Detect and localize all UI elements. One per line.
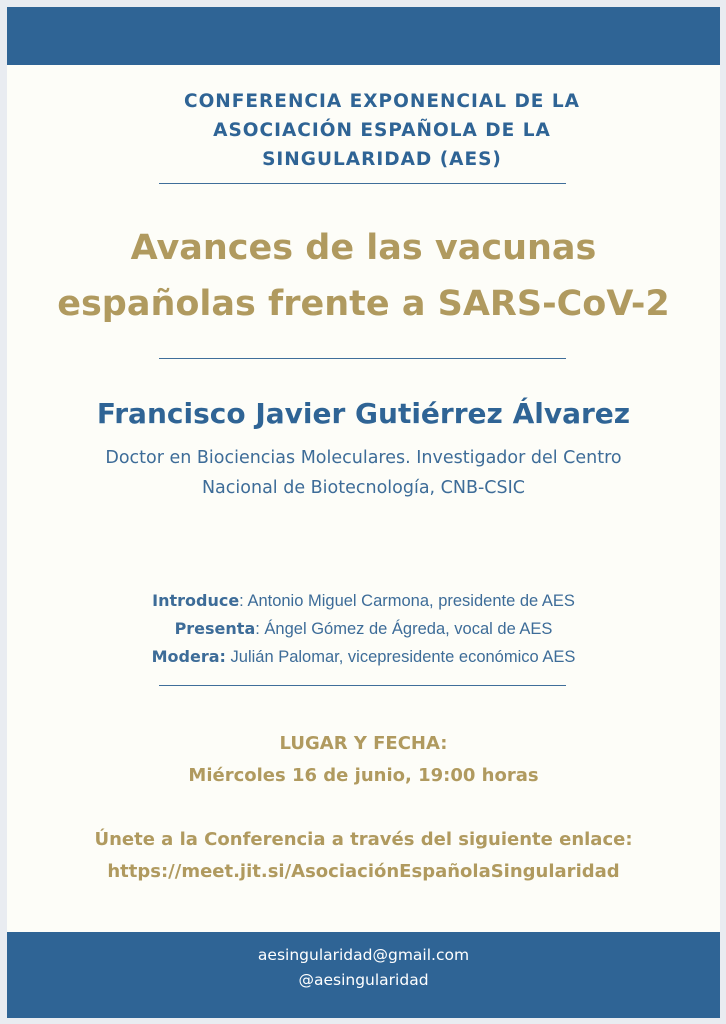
credit-person: Ángel Gómez de Ágreda, vocal de AES bbox=[264, 620, 553, 638]
join-instructions: Únete a la Conferencia a través del siguiente enlace: bbox=[94, 829, 633, 850]
credit-presenta bbox=[7, 615, 720, 643]
speaker-description bbox=[27, 443, 700, 503]
organization-line: CONFERENCIA EXPONENCIAL DE LA bbox=[184, 91, 580, 112]
divider bbox=[159, 358, 566, 359]
credit-person: Julián Palomar, vicepresidente económico AES bbox=[230, 648, 576, 666]
event-date-time: Miércoles 16 de junio, 19:00 horas bbox=[188, 765, 539, 786]
footer-social-handle[interactable]: @aesingularidad bbox=[298, 971, 429, 989]
credit-separator: : bbox=[255, 620, 265, 638]
talk-title-line: españolas frente a SARS-CoV-2 bbox=[57, 284, 670, 324]
organization-heading bbox=[147, 87, 617, 174]
credit-separator: : bbox=[239, 592, 248, 610]
flyer bbox=[7, 7, 720, 1018]
talk-title bbox=[7, 220, 720, 332]
divider bbox=[159, 685, 566, 686]
divider bbox=[159, 183, 566, 184]
organization-line: ASOCIACIÓN ESPAÑOLA DE LA bbox=[213, 120, 551, 141]
join-link[interactable]: https://meet.jit.si/AsociaciónEspañolaSingularidad bbox=[107, 861, 620, 882]
organization-line: SINGULARIDAD (AES) bbox=[262, 149, 502, 170]
credit-modera bbox=[7, 643, 720, 671]
speaker-description-line: Nacional de Biotecnología, CNB-CSIC bbox=[201, 478, 526, 498]
credit-role: Presenta bbox=[174, 619, 256, 638]
top-color-bar bbox=[7, 7, 720, 65]
speaker-description-line: Doctor en Biociencias Moleculares. Investigador del Centro bbox=[105, 448, 622, 468]
credits bbox=[7, 587, 720, 671]
credit-role: Introduce bbox=[152, 591, 240, 610]
talk-title-line: Avances de las vacunas bbox=[130, 228, 597, 268]
credit-introduce bbox=[7, 587, 720, 615]
speaker-name: Francisco Javier Gutiérrez Álvarez bbox=[96, 397, 631, 430]
credit-person: Antonio Miguel Carmona, presidente de AES bbox=[247, 592, 575, 610]
place-label: LUGAR Y FECHA: bbox=[279, 733, 448, 754]
credit-role: Modera: bbox=[151, 647, 226, 666]
footer-email[interactable]: aesingularidad@gmail.com bbox=[257, 946, 470, 964]
